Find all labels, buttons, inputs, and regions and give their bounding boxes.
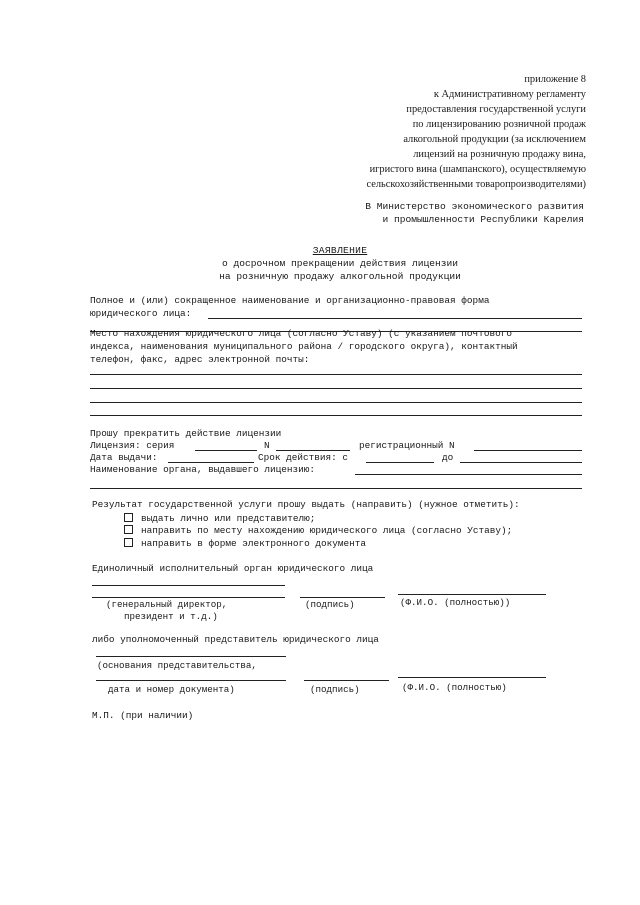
title-line-2: о досрочном прекращении действия лицензии: [221, 258, 459, 269]
representative-fio-line[interactable]: [398, 677, 546, 678]
representative-label: либо уполномоченный представитель юридического лица: [92, 634, 379, 645]
representative-caption-2: дата и номер документа): [108, 684, 235, 695]
addressee-line-2: и промышленности Республики Карелия: [382, 214, 584, 225]
result-option-2[interactable]: [124, 524, 512, 537]
issuer-label: Наименование органа, выдавшего лицензию:: [90, 464, 316, 475]
executive-sign-caption: (подпись): [305, 599, 355, 610]
appendix-line: приложение 8: [524, 74, 586, 85]
series-label: Лицензия: серия: [90, 440, 175, 451]
name-label-1: Полное и (или) сокращенное наименование и организационно-правовая форма: [90, 295, 490, 306]
reg-number-label: регистрационный N: [359, 440, 455, 451]
appendix-line: лицензий на розничную продажу вина,: [413, 149, 586, 160]
representative-basis-line-2[interactable]: [96, 680, 286, 681]
series-input-line[interactable]: [195, 450, 257, 451]
appendix-line: к Административному регламенту: [433, 89, 586, 100]
checkbox-icon[interactable]: [124, 525, 133, 534]
issue-date-label: Дата выдачи:: [90, 452, 158, 463]
result-option-3[interactable]: [124, 537, 366, 550]
document-title: [190, 244, 490, 283]
license-request: Прошу прекратить действие лицензии: [90, 428, 282, 439]
representative-fio-caption: (Ф.И.О. (полностью): [402, 682, 507, 693]
representative-basis-line[interactable]: [96, 656, 286, 657]
address-label-2: индекса, наименования муниципального района / городского округа), контактный: [90, 341, 518, 352]
title-word: ЗАЯВЛЕНИЕ: [312, 245, 368, 256]
appendix-line: алкогольной продукции (за исключением: [403, 134, 586, 145]
executive-caption-2: президент и т.д.): [124, 611, 218, 622]
result-label: Результат государственной услуги прошу выдать (направить) (нужное отметить):: [92, 499, 520, 510]
appendix-line: по лицензированию розничной продаж: [412, 119, 586, 130]
reg-number-input-line[interactable]: [474, 450, 582, 451]
address-input-line[interactable]: [90, 415, 582, 416]
executive-caption-1: (генеральный директор,: [106, 599, 228, 610]
validity-label: Срок действия: с: [258, 452, 349, 463]
title-line-3: на розничную продажу алкогольной продукции: [219, 271, 461, 282]
number-label: N: [264, 440, 270, 451]
representative-sign-caption: (подпись): [310, 684, 360, 695]
name-label-2: юридического лица:: [90, 308, 192, 319]
address-input-line[interactable]: [90, 374, 582, 375]
stamp-note: М.П. (при наличии): [92, 710, 194, 721]
result-option-label: направить в форме электронного документа: [141, 538, 367, 549]
representative-signature-line[interactable]: [304, 680, 389, 681]
result-option-label: выдать лично или представителю;: [141, 513, 316, 524]
addressee-line-1: В Министерство экономического развития: [365, 201, 584, 212]
executive-label: Единоличный исполнительный орган юридического лица: [92, 563, 374, 574]
address-label-1: Место нахождения юридического лица (согласно Уставу) (с указанием почтового: [90, 328, 512, 339]
address-label-3: телефон, факс, адрес электронной почты:: [90, 354, 310, 365]
executive-fio-caption: (Ф.И.О. (полностью)): [400, 597, 511, 608]
checkbox-icon[interactable]: [124, 538, 133, 547]
validity-to-label: до: [442, 452, 454, 463]
addressee: [365, 200, 584, 226]
validity-from-input-line[interactable]: [366, 462, 434, 463]
validity-to-input-line[interactable]: [460, 462, 582, 463]
executive-fio-line[interactable]: [398, 594, 546, 595]
address-input-line[interactable]: [90, 388, 582, 389]
appendix-line: сельскохозяйственными товаропроизводителями): [366, 179, 586, 190]
appendix-line: игристого вина (шампанского), осуществляемую: [369, 164, 586, 175]
executive-position-line[interactable]: [92, 585, 285, 586]
issuer-input-line[interactable]: [355, 474, 582, 475]
issuer-input-line-2[interactable]: [90, 488, 582, 489]
name-input-line[interactable]: [208, 318, 582, 319]
representative-caption-1: (основания представительства,: [97, 660, 257, 671]
checkbox-icon[interactable]: [124, 513, 133, 522]
appendix-line: предоставления государственной услуги: [406, 104, 586, 115]
address-input-line[interactable]: [90, 402, 582, 403]
result-option-label: направить по месту нахождению юридического лица (согласно Уставу);: [141, 525, 513, 536]
appendix-header: [366, 72, 586, 192]
